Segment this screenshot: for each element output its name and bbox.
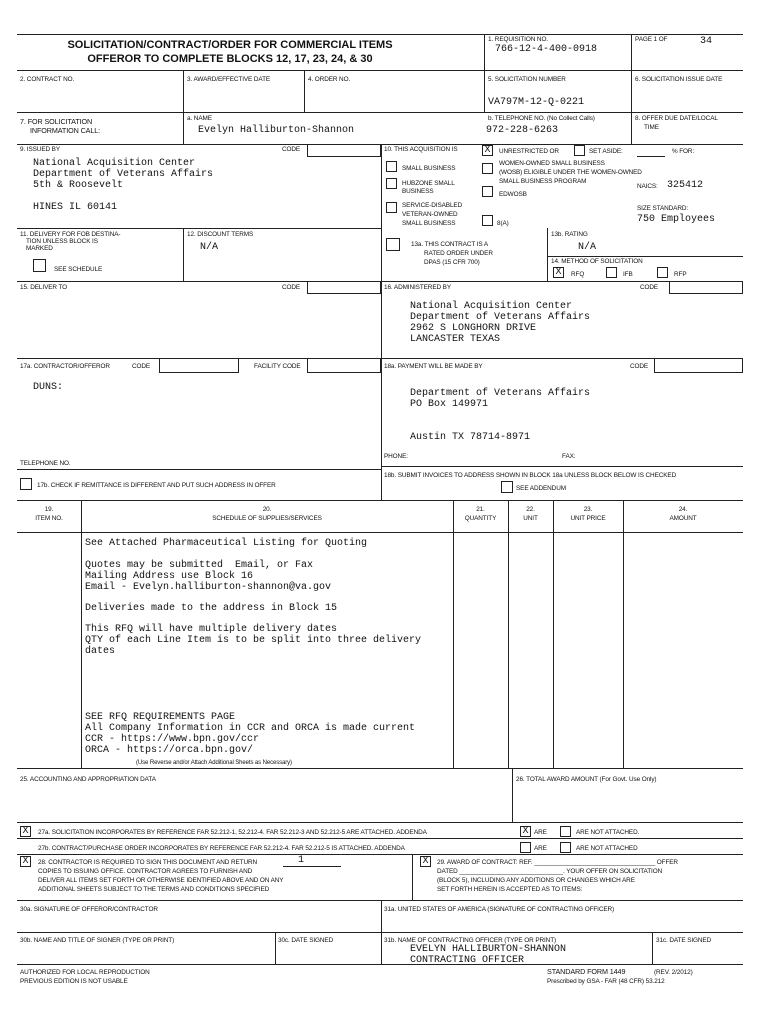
issued-by-line: National Acquisition Center: [33, 158, 196, 169]
discount-terms-value: N/A: [200, 242, 219, 253]
payment-code-box[interactable]: [654, 358, 743, 373]
col24-num: 24.: [678, 506, 688, 513]
col22-label: UNIT: [523, 515, 538, 522]
rule: [484, 34, 485, 112]
requisition-label: 1. REQUISITION NO.: [488, 36, 548, 43]
remittance-checkbox[interactable]: [20, 478, 32, 490]
name-label: a. NAME: [187, 115, 212, 122]
rule: [381, 144, 382, 500]
discount-terms-label: 12. DISCOUNT TERMS: [187, 231, 254, 238]
rule: [381, 466, 743, 467]
size-standard-value: 750 Employees: [637, 214, 716, 225]
deliver-to-label: 15. DELIVER TO: [20, 284, 68, 291]
form-name: STANDARD FORM 1449: [547, 967, 626, 976]
delivery-fob-label: TION UNLESS BLOCK IS: [26, 238, 98, 245]
27b-are-not-checkbox[interactable]: [560, 842, 571, 853]
wosb-label: SMALL BUSINESS PROGRAM: [499, 178, 587, 185]
contracting-officer-name: EVELYN HALLIBURTON-SHANNON: [410, 944, 567, 955]
percent-for-label: % FOR:: [672, 148, 695, 155]
rating-value: N/A: [578, 242, 597, 253]
27b-label: 27b. CONTRACT/PURCHASE ORDER INCORPORATES BY REFERENCE FAR 52.212-4. FAR 52.212-5 IS ATTACHED. ADDENDA: [38, 845, 405, 852]
see-addendum-label: SEE ADDENDUM: [516, 485, 566, 492]
rfp-checkbox[interactable]: [657, 267, 668, 278]
reverse-note: (Use Reverse and/or Attach Additional Sheets as Necessary): [136, 760, 292, 766]
col20-label: SCHEDULE OF SUPPLIES/SERVICES: [212, 515, 322, 522]
28-label: ADDITIONAL SHEETS SUBJECT TO THE TERMS AND CONDITIONS SPECIFIED: [38, 886, 270, 893]
rfq-label: RFQ: [571, 271, 585, 278]
offer-due-time-label: TIME: [644, 124, 659, 131]
contracting-officer-title: CONTRACTING OFFICER: [410, 955, 525, 966]
method-label: 14. METHOD OF SOLICITATION: [551, 258, 643, 265]
hubzone-checkbox[interactable]: [386, 178, 397, 189]
rule: [304, 70, 305, 112]
edwosb-checkbox[interactable]: [482, 186, 493, 197]
rule: [547, 256, 743, 257]
rule: [17, 34, 743, 35]
rated-order-label: RATED ORDER UNDER: [424, 250, 493, 257]
schedule-line: Mailing Address use Block 16: [85, 571, 254, 582]
facility-code-box[interactable]: [307, 358, 381, 373]
sdvosb-label: SERVICE-DISABLED: [402, 202, 463, 209]
administered-by-label: 16. ADMINISTERED BY: [384, 284, 451, 291]
rated-order-checkbox[interactable]: [386, 238, 400, 251]
schedule-line: This RFQ will have multiple delivery dates: [85, 624, 338, 635]
27a-are-not-label: ARE NOT ATTACHED.: [576, 829, 640, 836]
eight-a-checkbox[interactable]: [482, 215, 493, 226]
27b-are-label: ARE: [534, 845, 547, 852]
hubzone-label: HUBZONE SMALL: [402, 180, 455, 187]
percent-line: [637, 156, 665, 157]
administered-by-line: Department of Veterans Affairs: [410, 312, 591, 323]
issued-by-label: 9. ISSUED BY: [20, 146, 60, 153]
prescribed-by: Prescribed by GSA - FAR (48 CFR) 53.212: [547, 978, 665, 985]
rule: [275, 932, 276, 964]
rule: [547, 228, 548, 281]
size-standard-label: SIZE STANDARD:: [637, 205, 689, 212]
form-revision: (REV. 2/2012): [654, 969, 693, 976]
contract-no-label: 2. CONTRACT NO.: [20, 76, 75, 83]
payment-phone-label: PHONE:: [384, 453, 408, 460]
offer-due-label: 8. OFFER DUE DATE/LOCAL: [635, 115, 718, 122]
rule: [17, 854, 743, 855]
rule: [17, 532, 743, 533]
signer-name-label: 30b. NAME AND TITLE OF SIGNER (TYPE OR PRINT): [20, 937, 175, 944]
accounting-label: 25. ACCOUNTING AND APPROPRIATION DATA: [20, 776, 156, 783]
col19-num: 19.: [44, 506, 54, 513]
administered-by-line: LANCASTER TEXAS: [410, 334, 501, 345]
contractor-code-box[interactable]: [159, 358, 239, 373]
issued-by-line: Department of Veterans Affairs: [33, 169, 214, 180]
28-checkbox[interactable]: X: [20, 856, 31, 867]
phone-label: b. TELEPHONE NO. (No Collect Calls): [488, 115, 595, 122]
29-label: SET FORTH HEREIN IS ACCEPTED AS TO ITEMS:: [437, 886, 583, 893]
deliver-to-code-label: CODE: [282, 284, 301, 291]
29-checkbox[interactable]: X: [420, 856, 431, 867]
small-business-label: SMALL BUSINESS: [402, 165, 456, 172]
administered-by-code-box[interactable]: [669, 281, 743, 294]
rule: [17, 70, 743, 71]
edwosb-label: EDWOSB: [499, 191, 527, 198]
contractor-code-label: CODE: [132, 363, 151, 370]
rule: [453, 500, 454, 768]
information-call-label: INFORMATION CALL:: [30, 126, 101, 135]
solicitation-no-label: 5. SOLICITATION NUMBER: [488, 76, 566, 83]
issued-by-code-box[interactable]: [307, 144, 381, 157]
rated-order-label: DPAS (15 CFR 700): [424, 259, 480, 266]
schedule-line: Deliveries made to the address in Block 15: [85, 603, 338, 614]
order-no-label: 4. ORDER NO.: [308, 76, 351, 83]
form-title-line1: SOLICITATION/CONTRACT/ORDER FOR COMMERCIAL ITEMS: [67, 39, 393, 51]
payment-line: PO Box 149971: [410, 399, 489, 410]
copies-line: [283, 866, 341, 867]
col22-num: 22.: [526, 506, 535, 513]
schedule-line: SEE RFQ REQUIREMENTS PAGE: [85, 712, 236, 723]
set-aside-checkbox[interactable]: [574, 145, 585, 156]
rule: [17, 112, 743, 113]
sdvosb-checkbox[interactable]: [386, 202, 397, 213]
col24-label: AMOUNT: [669, 515, 697, 522]
page-total: 34: [700, 36, 713, 47]
payment-label: 18a. PAYMENT WILL BE MADE BY: [384, 363, 483, 370]
rule: [81, 500, 82, 768]
rule: [17, 964, 743, 965]
29-label: DATED ______________________________. YOUR OFFER ON SOLICITATION: [437, 868, 663, 875]
payment-code-label: CODE: [630, 363, 649, 370]
requisition-value: 766-12-4-400-0918: [495, 44, 598, 55]
schedule-line: Email - Evelyn.halliburton-shannon@va.gov: [85, 582, 332, 593]
col19-label: ITEM NO.: [35, 515, 63, 522]
submit-invoices-label: 18b. SUBMIT INVOICES TO ADDRESS SHOWN IN BLOCK 18a UNLESS BLOCK BELOW IS CHECKED: [384, 472, 677, 479]
issued-by-line: HINES IL 60141: [33, 202, 118, 213]
schedule-line: See Attached Pharmaceutical Listing for Quoting: [85, 538, 368, 549]
rule: [381, 900, 382, 964]
27b-are-checkbox[interactable]: [520, 842, 531, 853]
payment-line: Austin TX 78714-8971: [410, 432, 531, 443]
acquisition-label: 10. THIS ACQUISITION IS: [384, 146, 458, 153]
duns-label: DUNS:: [33, 382, 64, 393]
delivery-fob-label: 11. DELIVERY FOR FOB DESTINA-: [20, 231, 121, 238]
facility-code-label: FACILITY CODE: [254, 363, 301, 370]
27a-are-checkbox[interactable]: X: [520, 826, 531, 837]
col23-label: UNIT PRICE: [570, 515, 606, 522]
rule: [183, 112, 184, 144]
issue-date-label: 6. SOLICITATION ISSUE DATE: [635, 76, 723, 83]
rule: [652, 932, 653, 964]
unrestricted-label: UNRESTRICTED OR: [499, 148, 559, 155]
rule: [508, 500, 509, 768]
rule: [17, 500, 743, 501]
deliver-to-code-box[interactable]: [307, 281, 381, 294]
award-date-label: 3. AWARD/EFFECTIVE DATE: [187, 76, 271, 83]
see-schedule-label: SEE SCHEDULE: [54, 266, 103, 273]
rule: [512, 768, 513, 822]
footer-previous-edition: PREVIOUS EDITION IS NOT USABLE: [20, 978, 128, 985]
see-addendum-checkbox[interactable]: [501, 481, 513, 493]
rfp-label: RFP: [674, 271, 687, 278]
ifb-label: IFB: [623, 271, 633, 278]
rule: [17, 822, 743, 823]
set-aside-label: SET ASIDE:: [589, 148, 623, 155]
remittance-label: 17b. CHECK IF REMITTANCE IS DIFFERENT AND PUT SUCH ADDRESS IN OFFER: [37, 482, 276, 489]
ifb-checkbox[interactable]: [606, 267, 617, 278]
signature-offeror-label: 30a. SIGNATURE OF OFFEROR/CONTRACTOR: [20, 906, 158, 913]
rule: [17, 768, 743, 769]
rule: [412, 854, 413, 900]
rule: [631, 34, 632, 144]
28-label: DELIVER ALL ITEMS SET FORTH OR OTHERWISE IDENTIFIED ABOVE AND ON ANY: [38, 877, 284, 884]
contact-phone: 972-228-6263: [486, 125, 559, 136]
schedule-line: dates: [85, 646, 116, 657]
rated-order-label: 13a. THIS CONTRACT IS A: [411, 241, 489, 248]
naics-value: 325412: [667, 180, 704, 191]
schedule-line: CCR - https://www.bpn.gov/ccr: [85, 734, 260, 745]
27a-are-label: ARE: [534, 829, 547, 836]
copies-value: 1: [298, 855, 305, 866]
schedule-line: QTY of each Line Item is to be split into three delivery: [85, 635, 422, 646]
rule: [17, 932, 743, 933]
col21-num: 21.: [476, 506, 485, 513]
delivery-fob-label: MARKED: [26, 245, 53, 252]
signature-usa-label: 31a. UNITED STATES OF AMERICA (SIGNATURE OF CONTRACTING OFFICER): [384, 906, 615, 913]
wosb-label: WOMEN-OWNED SMALL BUSINESS: [499, 160, 605, 167]
sdvosb-label: SMALL BUSINESS: [402, 220, 456, 227]
sdvosb-label: VETERAN-OWNED: [402, 211, 458, 218]
co-date-signed-label: 31c. DATE SIGNED: [656, 937, 712, 944]
solicitation-no-value: VA797M-12-Q-0221: [488, 97, 585, 108]
hubzone-label: BUSINESS: [402, 188, 434, 195]
form-title-line2: OFFEROR TO COMPLETE BLOCKS 12, 17, 23, 24, & 30: [87, 53, 373, 65]
total-award-label: 26. TOTAL AWARD AMOUNT (For Govt. Use Only): [516, 776, 657, 783]
rfq-checkbox[interactable]: X: [553, 267, 564, 278]
wosb-checkbox[interactable]: [482, 163, 493, 174]
schedule-line: ORCA - https://orca.bpn.gov/: [85, 745, 254, 756]
27b-are-not-label: ARE NOT ATTACHED: [576, 845, 638, 852]
payment-line: Department of Veterans Affairs: [410, 388, 591, 399]
offeror-date-signed-label: 30c. DATE SIGNED: [278, 937, 334, 944]
rule: [17, 900, 743, 901]
29-label: 29. AWARD OF CONTRACT: REF. ___________________________________ OFFER: [437, 859, 678, 866]
col20-num: 20.: [262, 506, 272, 513]
rule: [17, 228, 381, 229]
see-schedule-checkbox[interactable]: [33, 259, 46, 272]
27a-label: 27a. SOLICITATION INCORPORATES BY REFERENCE FAR 52.212-1, 52.212-4. FAR 52.212-3 AND 52.212-5 ARE ATTACHED. ADDENDA: [38, 829, 427, 836]
naics-label: NAICS:: [637, 183, 658, 190]
rule: [17, 838, 743, 839]
col21-label: QUANTITY: [464, 515, 497, 522]
rule: [183, 228, 184, 281]
col23-num: 23.: [583, 506, 593, 513]
administered-by-code-label: CODE: [640, 284, 659, 291]
footer-authorized: AUTHORIZED FOR LOCAL REPRODUCTION: [20, 969, 150, 976]
schedule-line: All Company Information in CCR and ORCA is made current: [85, 723, 416, 734]
rule: [623, 500, 624, 768]
schedule-line: Quotes may be submitted Email, or Fax: [85, 560, 314, 571]
administered-by-line: National Acquisition Center: [410, 301, 573, 312]
contact-name: Evelyn Halliburton-Shannon: [198, 125, 355, 136]
rule: [17, 469, 381, 470]
contracting-officer-label: 31b. NAME OF CONTRACTING OFFICER (TYPE OR PRINT): [384, 937, 557, 944]
for-solicitation-label: 7. FOR SOLICITATION: [20, 117, 93, 126]
rule: [183, 70, 184, 112]
rating-label: 13b. RATING: [551, 231, 588, 238]
telephone-label: TELEPHONE NO.: [20, 460, 71, 467]
issued-by-line: 5th & Roosevelt: [33, 180, 124, 191]
27a-are-not-checkbox[interactable]: [560, 826, 571, 837]
27a-checkbox[interactable]: X: [20, 826, 31, 837]
small-business-checkbox[interactable]: [386, 161, 397, 172]
28-label: 28. CONTRACTOR IS REQUIRED TO SIGN THIS DOCUMENT AND RETURN: [38, 859, 257, 866]
payment-fax-label: FAX:: [562, 453, 576, 460]
page-label: PAGE 1 OF: [635, 36, 668, 43]
administered-by-line: 2962 S LONGHORN DRIVE: [410, 323, 537, 334]
wosb-label: (WOSB) ELIGIBLE UNDER THE WOMEN-OWNED: [499, 169, 642, 176]
contractor-label: 17a. CONTRACTOR/OFFEROR: [20, 363, 110, 370]
unrestricted-checkbox[interactable]: X: [482, 145, 493, 156]
issued-by-code-label: CODE: [282, 146, 301, 153]
rule: [553, 500, 554, 768]
29-label: (BLOCK 5), INCLUDING ANY ADDITIONS OR CHANGES WHICH ARE: [437, 877, 635, 884]
28-label: COPIES TO ISSUING OFFICE. CONTRACTOR AGREES TO FURNISH AND: [38, 868, 253, 875]
eight-a-label: 8(A): [497, 220, 509, 227]
